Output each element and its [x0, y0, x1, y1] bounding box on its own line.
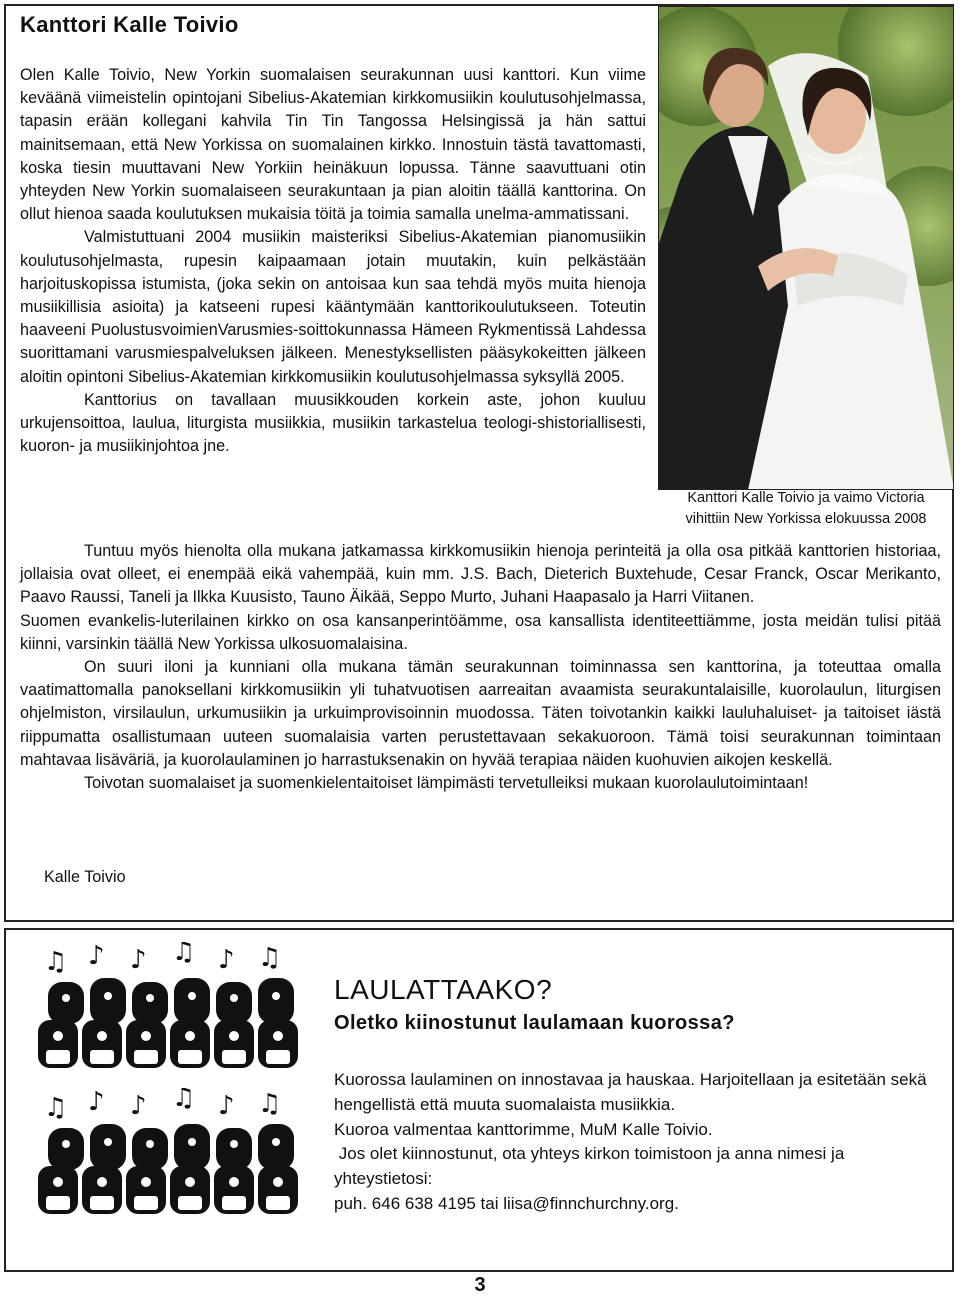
photo-caption-line: vihittiin New Yorkissa elokuussa 2008: [685, 511, 927, 527]
ad-body: [334, 1068, 934, 1217]
article-paragraph: Kanttorius on tavallaan muusikkouden korkein aste, johon kuuluu urkujensoittoa, laulua, liturgista musiikkia, musiikin tarkastelua teologi-shistoriallisesti, kuoron- ja musiikinjohtoa jne.: [20, 390, 646, 456]
svg-text:♪: ♪: [130, 945, 147, 975]
svg-text:♪: ♪: [218, 945, 235, 975]
svg-text:♪: ♪: [88, 1088, 105, 1117]
svg-text:♫: ♫: [44, 947, 68, 977]
svg-text:♫: ♫: [172, 942, 196, 967]
article-paragraph: Suomen evankelis-luterilainen kirkko on osa kansanperintöämme, osa kansallista identiteettiämme, josta meidän tulisi pitää kiinni, varsinkin täällä New Yorkissa ulkosuomalaisina.: [20, 611, 941, 653]
wedding-photo: [658, 6, 954, 490]
svg-text:♪: ♪: [218, 1091, 235, 1121]
svg-text:♫: ♫: [44, 1093, 68, 1123]
article-paragraph: Tuntuu myös hienolta olla mukana jatkamassa kirkkomusiikin hienoja perinteitä ja olla osa pitkää kanttorien historiaa, jollaisia ovat olleet, ei enempää eikä vahempää, kuin mm. J.S. Bach, Dieterich Buxtehude, Cesar Franck, Oscar Merikanto, Paavo Raussi, Taneli ja Ilkka Kuusisto, Tauno Äikää, Seppo Murto, Juhani Haapasalo ja Harri Viitanen.: [20, 542, 941, 607]
article-paragraph: On suuri iloni ja kunniani olla mukana tämän seurakunnan toiminnassa sen kanttorina, ja toteuttaa omalla vaatimattomalla panoksellani kirkkomusiikin yli tuhatvuotisen aarreaitan avaamista seurakuntalaisille, kuorolaulun, liturgisen ohjelmiston, virsilaulun, urkumusiikin ja urkuimprovisoinnin muodossa. Täten toivotankin kaikki lauluhaluiset- ja taitoiset iästä riippumatta osallistumaan uuteen suomalaisia varten perustettavaan sekakuoroon. Tämä toisi seurakunnan toimintaan mahtavaa lisäväriä, ja kuorolaulaminen jo harrastuksenakin on hyvää terapiaa näiden kuohuvien aikojen keskellä.: [20, 658, 941, 769]
photo-caption: [658, 488, 954, 530]
choir-singers-icon: [38, 1088, 308, 1218]
ad-line: Kuorossa laulaminen on innostavaa ja hauskaa. Harjoitellaan ja esitetään sekä hengellistä että muuta suomalaista musiikkia.: [334, 1070, 927, 1114]
article-title: Kanttori Kalle Toivio: [20, 12, 239, 37]
article-column: [20, 64, 646, 458]
signature: Kalle Toivio: [44, 868, 126, 886]
svg-text:♫: ♫: [258, 1089, 282, 1119]
svg-text:♫: ♫: [172, 1088, 196, 1113]
ad-line: Kuoroa valmentaa kanttorimme, MuM Kalle Toivio.: [334, 1119, 713, 1139]
article-paragraph: Olen Kalle Toivio, New Yorkin suomalaisen seurakunnan uusi kanttori. Kun viime keväänä viimeistelin opintojani Sibelius-Akatemian kirkkomusiikin koulutusohjelmassa, tapasin erään kollegani kahvila Tin Tin Tangossa Helsingissä ja hän sattui mainitsemaan, että New Yorkissa on suomalainen kirkko. Innostuin tästä tavattomasti, koska tiesin muuttavani New Yorkiin heinäkuun lopussa. Tänne saavuttuani otin yhteyden New Yorkin suomalaiseen seurakuntaan ja pian aloitin täällä kanttorina. On ollut hienoa saada koulutuksen mukaisia töitä ja toimia samalla unelma-ammatissani.: [20, 66, 646, 224]
ad-contact-line: puh. 646 638 4195 tai liisa@finnchurchny.org.: [334, 1193, 679, 1213]
photo-caption-line: Kanttori Kalle Toivio ja vaimo Victoria: [687, 490, 925, 506]
choir-singers-icon: [38, 942, 308, 1072]
svg-text:♪: ♪: [130, 1091, 147, 1121]
ad-line: Jos olet kiinnostunut, ota yhteys kirkon toimistoon ja anna nimesi ja yhteystietosi:: [334, 1144, 850, 1189]
article-paragraph: Valmistuttuani 2004 musiikin maisteriksi Sibelius-Akatemian pianomusiikin koulutusohjelmasta, rupesin kaipaamaan jotain muutakin, kuin pelkästään harjoituskopissa istumista, (joka sekin on antoisaa kun saa tehdä myös muita hienoja musiikillisia asioita) ja katseeni rupesi kääntymään kanttorikoulutukseen. Toteutin haaveeni PuolustusvoimienVarusmies-soittokunnassa Hämeen Rykmentissä Lahdessa suorittamani varusmiespalveluksen jälkeen. Menestyksellisten pääsykokeitten jälkeen aloitin opintoni Sibelius-Akatemian kirkkomusiikin koulutusohjelmassa syksyllä 2005.: [20, 228, 646, 386]
svg-text:♫: ♫: [258, 943, 282, 973]
article-continuation: [20, 540, 941, 795]
svg-text:♪: ♪: [88, 942, 105, 971]
page-number: 3: [474, 1274, 486, 1296]
ad-subheading: Oletko kiinostunut laulamaan kuorossa?: [334, 1012, 735, 1034]
ad-heading: LAULATTAAKO?: [334, 974, 553, 1005]
article-paragraph: Toivotan suomalaiset ja suomenkielentaitoiset lämpimästi tervetulleiksi mukaan kuorolaulutoimintaan!: [84, 774, 809, 793]
